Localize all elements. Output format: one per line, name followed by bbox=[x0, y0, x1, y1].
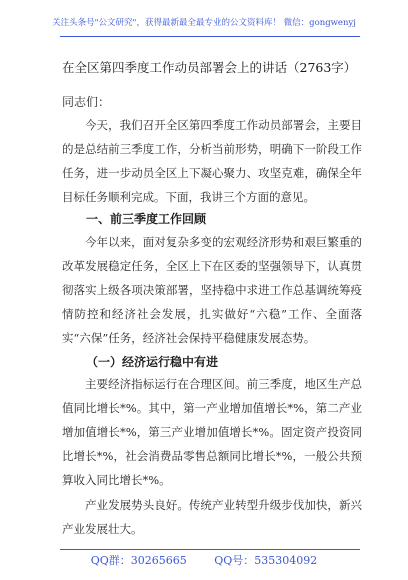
paragraph-industry: 产业发展势头良好。传统产业转型升级步伐加快，新兴产业发展壮大。 bbox=[62, 498, 362, 536]
footer-qq-number: QQ号：535304092 bbox=[214, 554, 318, 567]
footer-qq-group: QQ群：30265665 bbox=[90, 554, 187, 567]
document-title: 在全区第四季度工作动员部署会上的讲话（2763字） bbox=[62, 60, 357, 75]
header-banner: 关注头条号"公文研究"，获得最新最全最专业的公文资料库！ 微信：gongwenyj bbox=[52, 18, 356, 28]
paragraph-intro: 今天，我们召开全区第四季度工作动员部署会，主要目的是总结前三季度工作，分析当前形势，明确下一阶段工作任务，进一步动员全区上下凝心聚力、攻坚克难，确保全年目标任务顺利完成。下面，我讲三个方面的意见。 bbox=[62, 118, 362, 204]
section-heading-review: 一、前三季度工作回顾 bbox=[86, 212, 207, 226]
paragraph-review: 今年以来，面对复杂多变的宏观经济形势和艰巨繁重的改革发展稳定任务，全区上下在区委的坚强领导下，认真贯彻落实上级各项决策部署，坚持稳中求进工作总基调统筹疫情防控和经济社会发展，扎实做好“六稳”工作、全面落实“六保”任务，经济社会保持平稳健康发展态势。 bbox=[62, 235, 362, 345]
subsection-heading-economy: （一）经济运行稳中有进 bbox=[86, 355, 219, 369]
paragraph-economy: 主要经济指标运行在合理区间。前三季度，地区生产总值同比增长*%。其中，第一产业增加值增长*%，第二产业增加值增长*%，第三产业增加值增长*%。固定资产投资同比增长*%，社会消费品零售总额同比增长*%，一般公共预算收入同比增长*%。 bbox=[62, 377, 362, 487]
footer-divider bbox=[60, 549, 360, 550]
footer-contacts bbox=[0, 552, 408, 568]
salutation: 同志们： bbox=[62, 95, 111, 109]
header-divider bbox=[60, 36, 360, 37]
